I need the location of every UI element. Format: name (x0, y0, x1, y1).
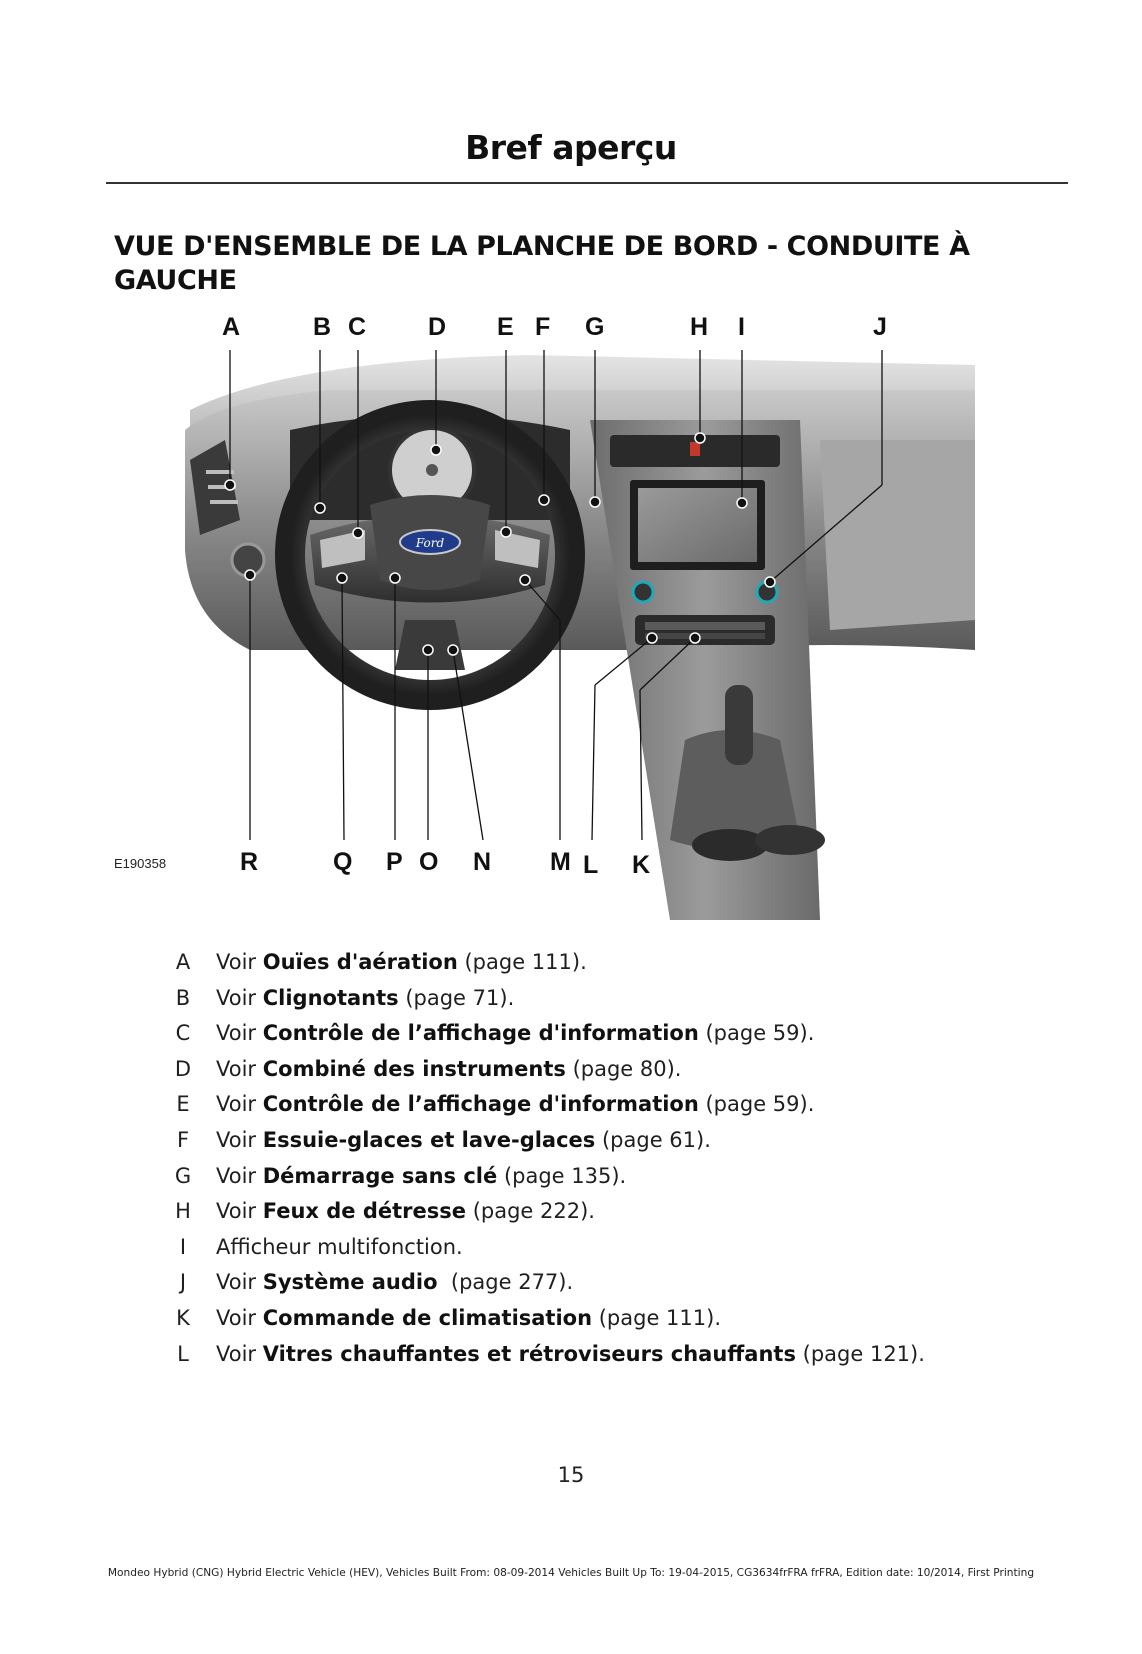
callout-o: O (419, 848, 439, 876)
legend-key: L (177, 1341, 189, 1366)
section-title: VUE D'ENSEMBLE DE LA PLANCHE DE BORD - CONDUITE À GAUCHE (114, 231, 970, 296)
dashboard-illustration (114, 313, 1030, 920)
callout-n: N (473, 848, 492, 876)
legend-link[interactable]: Vitres chauffantes et rétroviseurs chauffants (262, 1341, 796, 1366)
callout-g: G (585, 313, 605, 341)
callout-q: Q (333, 848, 353, 876)
legend-item-j (150, 1270, 1030, 1306)
callout-c: C (348, 313, 367, 341)
callout-e: E (497, 313, 514, 341)
right-dash (820, 440, 975, 630)
legend-key: D (174, 1056, 192, 1081)
legend-link[interactable]: Système audio (262, 1270, 438, 1295)
legend-link[interactable]: Clignotants (262, 985, 399, 1010)
callout-f: F (535, 313, 551, 341)
callout-i: I (738, 313, 745, 341)
hazard-button (690, 442, 700, 456)
legend-link[interactable]: Contrôle de l’affichage d'information (262, 1092, 699, 1117)
legend-text: Voir Combiné des instruments (page 80). (216, 1056, 682, 1081)
cupholder-1 (692, 829, 768, 861)
legend-item-c (150, 1021, 1030, 1057)
callout-a: A (222, 313, 241, 341)
legend-link[interactable]: Contrôle de l’affichage d'information (262, 1021, 699, 1046)
legend-text: Voir Ouïes d'aération (page 111). (216, 950, 587, 974)
callout-h: H (690, 313, 709, 341)
legend-text: Voir Feux de détresse (page 222). (216, 1199, 595, 1224)
legend-key: K (176, 1305, 190, 1330)
legend-link[interactable]: Commande de climatisation (262, 1305, 593, 1330)
legend-key: C (175, 1021, 191, 1046)
legend-text: Voir Contrôle de l’affichage d'information (page 59). (216, 1092, 815, 1117)
legend-text: Voir Démarrage sans clé (page 135). (216, 1163, 627, 1188)
legend-item-a (150, 950, 1030, 986)
callout-k: K (632, 851, 651, 879)
figure-code: E190358 (114, 856, 167, 871)
legend-key: J (179, 1270, 187, 1295)
legend-item-d (150, 1057, 1030, 1093)
legend-text: Voir Essuie-glaces et lave-glaces (page 61). (216, 1127, 711, 1152)
header-rule (106, 182, 1068, 184)
legend-key: F (176, 1127, 190, 1152)
legend-link[interactable]: Démarrage sans clé (262, 1163, 498, 1188)
dashboard-figure (114, 313, 1030, 920)
ford-emblem-text: Ford (415, 536, 445, 550)
legend-item-f (150, 1128, 1030, 1164)
legend-item-h (150, 1199, 1030, 1235)
legend-key: H (175, 1199, 191, 1224)
legend-text: Afficheur multifonction. (216, 1234, 463, 1259)
footer: Mondeo Hybrid (CNG) Hybrid Electric Vehicle (HEV), Vehicles Built From: 08-09-2014 Vehicles Built Up To: 19-04-2015, CG3634frFRA frFRA, Edition date: 10/2014, First Printing (107, 1567, 1035, 1579)
cupholder-2 (755, 825, 825, 855)
legend-key: E (176, 1092, 190, 1117)
gear-shifter-knob (725, 685, 753, 765)
legend-item-g (150, 1164, 1030, 1200)
legend-item-i (150, 1235, 1030, 1271)
legend-text: Voir Commande de climatisation (page 111). (216, 1305, 722, 1330)
legend-item-e (150, 1092, 1030, 1128)
legend-link[interactable]: Ouïes d'aération (262, 950, 458, 974)
legend-text: Voir Contrôle de l’affichage d'information (page 59). (216, 1021, 815, 1046)
legend-link[interactable]: Combiné des instruments (262, 1056, 566, 1081)
left-vent-slat-3 (210, 500, 238, 504)
legend-item-l (150, 1342, 1030, 1378)
callout-p: P (386, 848, 403, 876)
legend-key: A (175, 950, 191, 974)
audio-knob-left (633, 582, 653, 602)
legend-key: G (174, 1163, 192, 1188)
callout-l: L (583, 851, 599, 879)
callout-j: J (873, 313, 887, 341)
legend-key: I (179, 1234, 187, 1259)
legend-link[interactable]: Feux de détresse (262, 1199, 467, 1224)
chapter-title: Bref aperçu (465, 128, 677, 167)
callout-r: R (240, 848, 259, 876)
legend-text: Voir Clignotants (page 71). (216, 985, 515, 1010)
legend-text: Voir Vitres chauffantes et rétroviseurs chauffants (page 121). (216, 1341, 925, 1366)
legend-list (150, 950, 1030, 1377)
callout-d: D (428, 313, 447, 341)
legend-text: Voir Système audio (page 277). (216, 1270, 574, 1295)
callout-b: B (313, 313, 332, 341)
legend-key: B (175, 985, 191, 1010)
page-number: 15 (557, 1463, 585, 1487)
callout-m: M (550, 848, 571, 876)
legend-link[interactable]: Essuie-glaces et lave-glaces (262, 1127, 596, 1152)
legend-item-b (150, 986, 1030, 1022)
legend-item-k (150, 1306, 1030, 1342)
